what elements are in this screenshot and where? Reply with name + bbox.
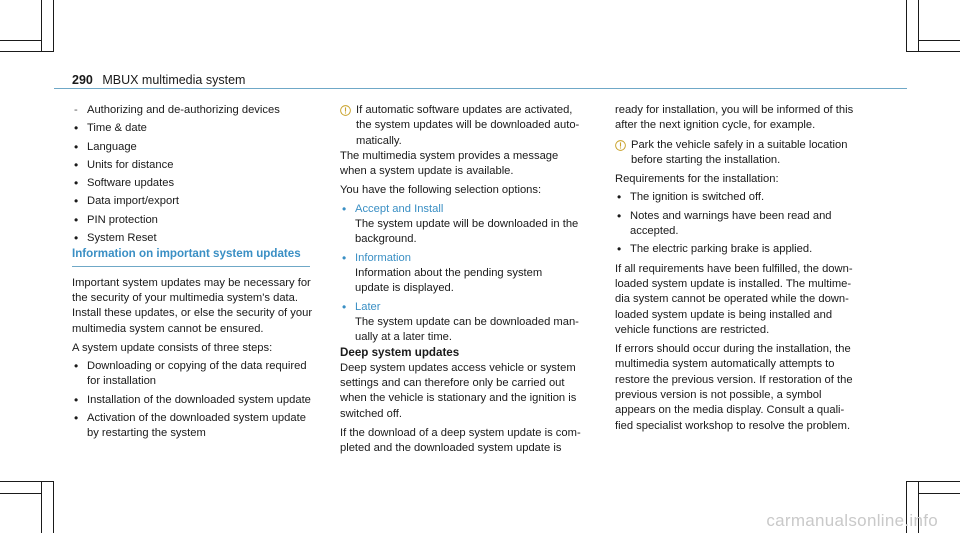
section-rule <box>72 266 310 267</box>
info-icon <box>340 105 351 116</box>
para-line: loaded system update is being installed and <box>615 308 833 321</box>
bullet-item: • Software updates <box>72 176 334 191</box>
requirement-item-cont: accepted. <box>630 225 679 238</box>
para-line: after the next ignition cycle, for example. <box>615 119 816 132</box>
column-2 <box>340 103 602 457</box>
note-block <box>615 138 885 169</box>
para-line: Deep system updates access vehicle or system <box>340 361 576 374</box>
para-line: You have the following selection options: <box>340 184 542 197</box>
para-line: when the vehicle is stationary and the ignition is <box>340 392 577 405</box>
para-line: If all requirements have been fulfilled, the down- <box>615 262 853 275</box>
bullet-item: • System Reset <box>72 231 334 246</box>
para-line: Requirements for the installation: <box>615 173 779 186</box>
para-line: fied specialist workshop to resolve the problem. <box>615 419 851 432</box>
note-line: the system updates will be downloaded auto- <box>356 119 580 132</box>
para-line: loaded system update is installed. The multime- <box>615 277 852 290</box>
option-desc: background. <box>355 233 417 246</box>
subheading: Deep system updates <box>340 346 460 360</box>
para-line: A system update consists of three steps: <box>72 341 273 354</box>
para-line: the security of your multimedia system's data. <box>72 291 298 304</box>
step-item: • Downloading or copying of the data required <box>72 359 334 374</box>
para-line: when a system update is available. <box>340 165 514 178</box>
para-line: ready for installation, you will be informed of this <box>615 104 854 116</box>
para-line: vehicle functions are restricted. <box>615 323 770 336</box>
header-title: MBUX multimedia system <box>102 73 246 87</box>
column-1 <box>72 103 334 442</box>
header-rule <box>54 88 907 89</box>
para-line: appears on the media display. Consult a quali- <box>615 404 845 417</box>
para-line: restore the previous version. If restoration of the <box>615 373 853 386</box>
step-item-cont: for installation <box>87 375 157 388</box>
watermark[interactable]: carmanualsonline.info <box>766 511 938 530</box>
bullet-item: • Time & date <box>72 121 334 136</box>
step-item: • Activation of the downloaded system update <box>72 411 334 426</box>
note-line: Park the vehicle safely in a suitable location <box>631 138 848 151</box>
para-line: If errors should occur during the installation, the <box>615 343 851 356</box>
requirement-item: • The ignition is switched off. <box>615 190 885 205</box>
option-information: • Information <box>340 251 602 266</box>
option-desc: The system update will be downloaded in the <box>355 218 579 231</box>
info-icon <box>615 140 626 151</box>
option-later: • Later <box>340 300 602 315</box>
option-desc: Information about the pending system <box>355 266 543 279</box>
para-line: pleted and the downloaded system update is <box>340 442 562 455</box>
para-line: multimedia system cannot be ensured. <box>72 322 264 335</box>
header-text <box>72 73 245 87</box>
para-line: switched off. <box>340 407 402 420</box>
para-line: The multimedia system provides a message <box>340 149 559 162</box>
requirement-item: • The electric parking brake is applied. <box>615 242 885 257</box>
note-line: before starting the installation. <box>631 153 781 166</box>
note-block <box>340 103 602 149</box>
step-item: • Installation of the downloaded system update <box>72 393 334 408</box>
para-line: If the download of a deep system update is com- <box>340 426 581 439</box>
bullet-item: • Data import/export <box>72 194 334 209</box>
note-line: matically. <box>356 134 402 147</box>
option-desc: ually at a later time. <box>355 331 453 344</box>
section-title: Information on important system updates <box>72 247 301 261</box>
note-line: If automatic software updates are activated, <box>356 104 573 116</box>
column-3 <box>615 103 885 434</box>
para-line: multimedia system automatically attempts to <box>615 358 835 371</box>
para-line: dia system cannot be operated while the down- <box>615 293 849 306</box>
para-line: Install these updates, or else the security of your <box>72 307 313 320</box>
bullet-item: • PIN protection <box>72 213 334 228</box>
bullet-item: • Language <box>72 140 334 155</box>
step-item-cont: by restarting the system <box>87 427 206 440</box>
page-header <box>54 0 907 86</box>
option-desc: The system update can be downloaded man- <box>355 315 579 328</box>
para-line: previous version is not possible, a symbol <box>615 389 822 402</box>
para-line: Important system updates may be necessary for <box>72 276 311 289</box>
dash-item: - Authorizing and de-authorizing devices <box>72 103 334 118</box>
requirement-item: • Notes and warnings have been read and <box>615 209 885 224</box>
option-accept-install: • Accept and Install <box>340 202 602 217</box>
page-number: 290 <box>72 73 93 87</box>
para-line: settings and can therefore only be carried out <box>340 377 565 390</box>
option-desc: update is displayed. <box>355 282 454 295</box>
bullet-item: • Units for distance <box>72 158 334 173</box>
